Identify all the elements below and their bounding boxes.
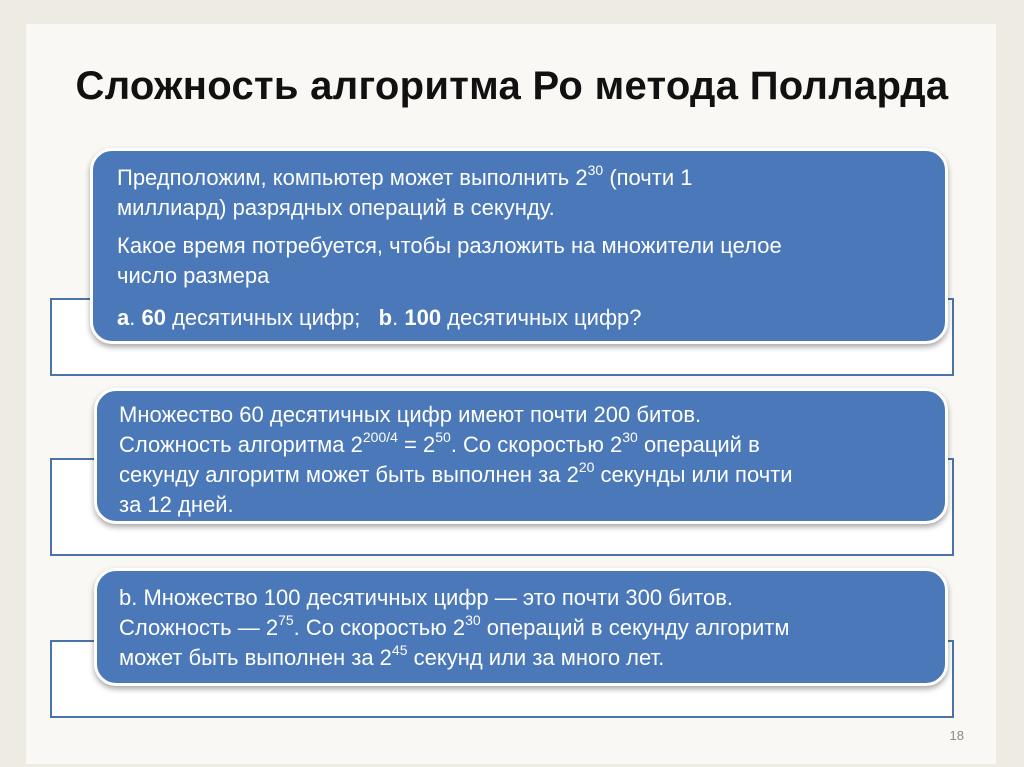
text-panel-1	[90, 148, 948, 344]
slide-title: Сложность алгоритма Ро метода Полларда	[75, 64, 949, 108]
panel1-options: a. 60 десятичных цифр; b. 100 десятичных цифр?	[117, 305, 642, 330]
page-number: 18	[949, 728, 964, 743]
text-panel-3	[94, 568, 948, 686]
panel3-paragraph: b. Множество 100 десятичных цифр — это почти 300 битов. Сложность — $2^{75}$. Со скоростью $2^{30}$ операций в секунду алгоритм может быть выполнен за $2^{45}$ секунд или за много лет.	[119, 585, 790, 670]
panel2-paragraph: Множество 60 десятичных цифр имеют почти 200 битов. Сложность алгоритма $2^{200/4} = 2^{50}$. Со скоростью $2^{30}$ операций в секунду алгоритм может быть выполнен за $2^{20}$ секунды или почти за 12 дней.	[119, 402, 793, 517]
panel1-paragraph-1: Предположим, компьютер может выполнить $2^{30}$ (почти 1 миллиард) разрядных операций в секунду.	[117, 161, 693, 220]
text-panel-2	[94, 388, 948, 524]
panel1-paragraph-2: Какое время потребуется, чтобы разложить на множители целое число размера	[117, 233, 782, 288]
